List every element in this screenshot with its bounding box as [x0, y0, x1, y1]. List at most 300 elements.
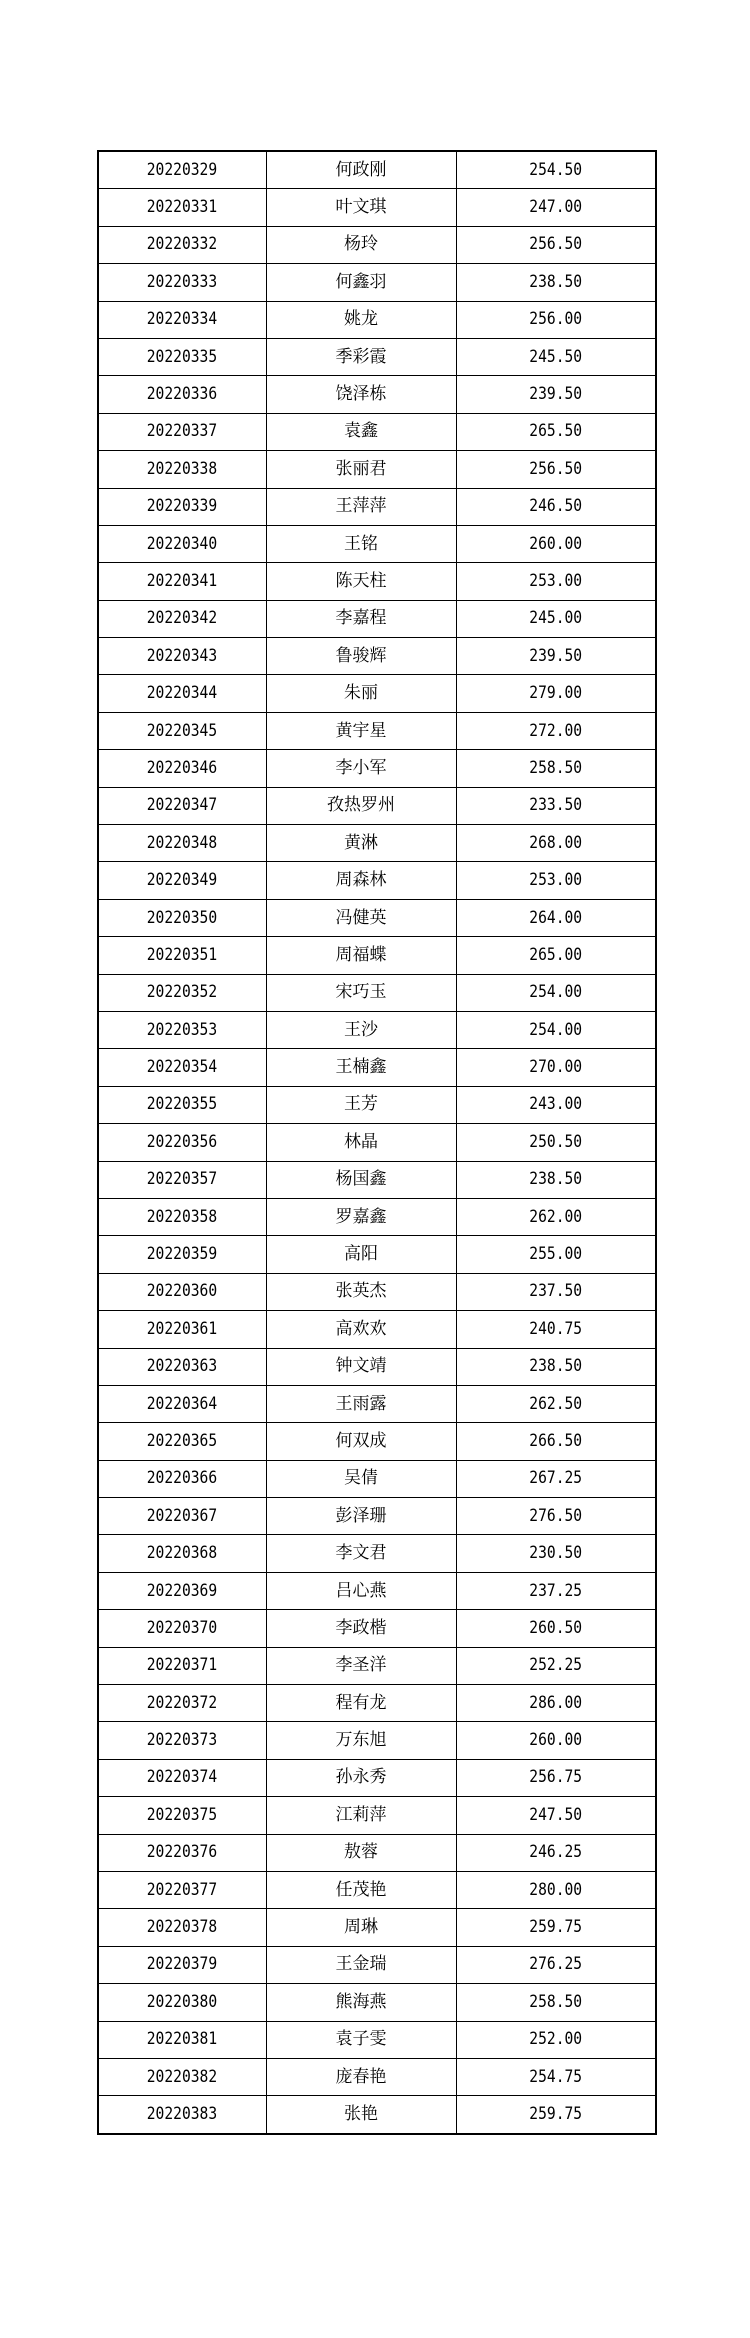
candidate-name-cell	[266, 1161, 456, 1198]
table-row	[98, 1498, 656, 1535]
candidate-id-cell	[98, 712, 266, 749]
score-cell-text: 270.00	[529, 1057, 583, 1078]
candidate-id-cell	[98, 1198, 266, 1235]
candidate-name-cell	[266, 1311, 456, 1348]
candidate-name-cell-text: 林晶	[344, 1131, 378, 1152]
table-row	[98, 787, 656, 824]
table-row	[98, 264, 656, 301]
candidate-name-cell-text: 王沙	[344, 1019, 378, 1040]
candidate-name-cell	[266, 151, 456, 189]
score-cell-text: 237.50	[529, 1281, 583, 1302]
candidate-name-cell-text: 彭泽珊	[335, 1505, 387, 1526]
candidate-id-cell-text: 20220346	[147, 757, 218, 778]
candidate-id-cell	[98, 600, 266, 637]
table-row	[98, 1984, 656, 2021]
score-cell-text: 238.50	[529, 1169, 583, 1190]
candidate-id-cell-text: 20220345	[147, 720, 218, 741]
score-cell	[456, 1946, 656, 1983]
score-cell	[456, 1198, 656, 1235]
candidate-name-cell	[266, 525, 456, 562]
score-cell-text: 265.00	[529, 944, 583, 965]
candidate-id-cell	[98, 488, 266, 525]
candidate-id-cell	[98, 1423, 266, 1460]
candidate-name-cell	[266, 1198, 456, 1235]
score-cell-text: 253.00	[529, 870, 583, 891]
table-row	[98, 1759, 656, 1796]
score-cell-text: 254.00	[529, 1019, 583, 1040]
candidate-id-cell-text: 20220359	[147, 1244, 218, 1265]
candidate-id-cell-text: 20220343	[147, 645, 218, 666]
candidate-name-cell-text: 周福蝶	[335, 944, 387, 965]
candidate-id-cell-text: 20220358	[147, 1206, 218, 1227]
score-cell	[456, 862, 656, 899]
candidate-name-cell	[266, 712, 456, 749]
table-row	[98, 825, 656, 862]
candidate-name-cell	[266, 2096, 456, 2134]
candidate-name-cell	[266, 1984, 456, 2021]
candidate-name-cell-text: 高欢欢	[335, 1318, 387, 1339]
score-cell	[456, 189, 656, 226]
candidate-id-cell	[98, 1647, 266, 1684]
score-cell	[456, 1909, 656, 1946]
candidate-name-cell	[266, 750, 456, 787]
score-cell	[456, 638, 656, 675]
candidate-id-cell-text: 20220382	[147, 2066, 218, 2087]
candidate-name-cell	[266, 1498, 456, 1535]
score-cell-text: 237.25	[529, 1580, 583, 1601]
score-table-body	[98, 151, 656, 2134]
candidate-id-cell	[98, 1797, 266, 1834]
score-cell	[456, 1236, 656, 1273]
score-cell	[456, 1498, 656, 1535]
score-cell	[456, 1086, 656, 1123]
table-row	[98, 2058, 656, 2095]
table-row	[98, 301, 656, 338]
table-row	[98, 413, 656, 450]
table-row	[98, 1834, 656, 1871]
candidate-id-cell-text: 20220364	[147, 1393, 218, 1414]
candidate-id-cell	[98, 1236, 266, 1273]
candidate-id-cell	[98, 2058, 266, 2095]
candidate-id-cell-text: 20220339	[147, 496, 218, 517]
candidate-name-cell	[266, 1011, 456, 1048]
candidate-name-cell	[266, 189, 456, 226]
score-cell-text: 262.00	[529, 1206, 583, 1227]
score-cell-text: 233.50	[529, 795, 583, 816]
table-row	[98, 1124, 656, 1161]
score-cell	[456, 750, 656, 787]
candidate-id-cell	[98, 1086, 266, 1123]
candidate-id-cell-text: 20220366	[147, 1468, 218, 1489]
candidate-name-cell-text: 周琳	[344, 1917, 378, 1938]
candidate-id-cell-text: 20220329	[147, 159, 218, 180]
table-row	[98, 1909, 656, 1946]
score-cell-text: 245.50	[529, 346, 583, 367]
candidate-id-cell-text: 20220356	[147, 1131, 218, 1152]
score-cell-text: 266.50	[529, 1430, 583, 1451]
candidate-name-cell-text: 李文君	[335, 1543, 387, 1564]
score-cell-text: 256.75	[529, 1767, 583, 1788]
score-cell	[456, 974, 656, 1011]
table-row	[98, 1198, 656, 1235]
candidate-name-cell-text: 任茂艳	[335, 1879, 387, 1900]
score-cell	[456, 2096, 656, 2134]
score-cell-text: 268.00	[529, 832, 583, 853]
candidate-id-cell	[98, 1498, 266, 1535]
score-cell	[456, 563, 656, 600]
score-cell-text: 286.00	[529, 1692, 583, 1713]
score-cell-text: 239.50	[529, 645, 583, 666]
candidate-name-cell-text: 吕心燕	[335, 1580, 387, 1601]
candidate-id-cell-text: 20220351	[147, 944, 218, 965]
table-row	[98, 600, 656, 637]
candidate-name-cell	[266, 413, 456, 450]
score-cell	[456, 1610, 656, 1647]
candidate-name-cell	[266, 1236, 456, 1273]
candidate-id-cell-text: 20220375	[147, 1804, 218, 1825]
candidate-name-cell-text: 钟文靖	[335, 1356, 387, 1377]
candidate-name-cell-text: 杨玲	[344, 234, 378, 255]
score-cell-text: 246.25	[529, 1842, 583, 1863]
score-cell-text: 280.00	[529, 1879, 583, 1900]
candidate-name-cell-text: 杨国鑫	[335, 1169, 387, 1190]
candidate-name-cell	[266, 675, 456, 712]
candidate-id-cell	[98, 301, 266, 338]
candidate-id-cell	[98, 1273, 266, 1310]
score-cell	[456, 376, 656, 413]
table-row	[98, 338, 656, 375]
score-cell-text: 267.25	[529, 1468, 583, 1489]
score-cell-text: 240.75	[529, 1318, 583, 1339]
score-cell-text: 259.75	[529, 2104, 583, 2124]
candidate-id-cell	[98, 2021, 266, 2058]
score-cell-text: 245.00	[529, 608, 583, 629]
candidate-id-cell	[98, 1834, 266, 1871]
candidate-id-cell	[98, 1685, 266, 1722]
candidate-name-cell-text: 黄宇星	[335, 720, 387, 741]
candidate-id-cell	[98, 338, 266, 375]
candidate-name-cell-text: 李嘉程	[335, 608, 387, 629]
candidate-id-cell	[98, 675, 266, 712]
score-cell	[456, 825, 656, 862]
candidate-id-cell	[98, 899, 266, 936]
candidate-id-cell	[98, 1572, 266, 1609]
candidate-name-cell	[266, 2021, 456, 2058]
score-cell	[456, 1647, 656, 1684]
table-row	[98, 1385, 656, 1422]
score-cell	[456, 1273, 656, 1310]
candidate-id-cell-text: 20220336	[147, 384, 218, 405]
score-table	[97, 150, 657, 2135]
candidate-name-cell	[266, 226, 456, 263]
score-cell	[456, 1722, 656, 1759]
candidate-name-cell	[266, 1348, 456, 1385]
candidate-name-cell-text: 黄淋	[344, 832, 378, 853]
candidate-name-cell	[266, 488, 456, 525]
score-cell-text: 264.00	[529, 907, 583, 928]
candidate-name-cell	[266, 376, 456, 413]
score-cell	[456, 1049, 656, 1086]
score-cell-text: 276.50	[529, 1505, 583, 1526]
candidate-name-cell-text: 王萍萍	[335, 496, 387, 517]
score-cell	[456, 413, 656, 450]
candidate-name-cell	[266, 974, 456, 1011]
candidate-id-cell-text: 20220353	[147, 1019, 218, 1040]
candidate-name-cell	[266, 301, 456, 338]
candidate-name-cell	[266, 1423, 456, 1460]
candidate-id-cell	[98, 451, 266, 488]
candidate-name-cell-text: 万东旭	[335, 1730, 387, 1751]
score-cell	[456, 600, 656, 637]
table-row	[98, 974, 656, 1011]
candidate-id-cell-text: 20220348	[147, 832, 218, 853]
candidate-id-cell-text: 20220383	[147, 2104, 218, 2124]
table-row	[98, 2096, 656, 2134]
score-cell-text: 256.00	[529, 309, 583, 330]
score-cell	[456, 675, 656, 712]
table-row	[98, 1610, 656, 1647]
score-cell-text: 238.50	[529, 271, 583, 292]
candidate-name-cell	[266, 1647, 456, 1684]
candidate-id-cell-text: 20220371	[147, 1655, 218, 1676]
score-cell	[456, 301, 656, 338]
table-row	[98, 1236, 656, 1273]
candidate-name-cell	[266, 1946, 456, 1983]
candidate-name-cell-text: 张丽君	[335, 458, 387, 479]
score-cell	[456, 1124, 656, 1161]
score-cell-text: 260.50	[529, 1617, 583, 1638]
score-cell	[456, 1797, 656, 1834]
score-cell-text: 279.00	[529, 683, 583, 704]
score-cell-text: 239.50	[529, 384, 583, 405]
table-row	[98, 1535, 656, 1572]
score-cell-text: 258.50	[529, 1991, 583, 2012]
candidate-id-cell-text: 20220354	[147, 1057, 218, 1078]
candidate-id-cell-text: 20220360	[147, 1281, 218, 1302]
table-row	[98, 675, 656, 712]
table-row	[98, 376, 656, 413]
candidate-name-cell	[266, 937, 456, 974]
score-cell	[456, 787, 656, 824]
table-row	[98, 1722, 656, 1759]
score-cell-text: 247.00	[529, 197, 583, 218]
candidate-id-cell-text: 20220340	[147, 533, 218, 554]
score-cell	[456, 1535, 656, 1572]
candidate-id-cell-text: 20220341	[147, 570, 218, 591]
candidate-name-cell	[266, 1685, 456, 1722]
candidate-name-cell-text: 袁子雯	[335, 2029, 387, 2050]
score-cell	[456, 1311, 656, 1348]
candidate-id-cell-text: 20220352	[147, 982, 218, 1003]
candidate-id-cell-text: 20220350	[147, 907, 218, 928]
score-cell-text: 254.00	[529, 982, 583, 1003]
candidate-name-cell-text: 王芳	[344, 1094, 378, 1115]
candidate-id-cell	[98, 1984, 266, 2021]
score-cell	[456, 338, 656, 375]
score-cell	[456, 525, 656, 562]
table-row	[98, 2021, 656, 2058]
candidate-id-cell-text: 20220357	[147, 1169, 218, 1190]
table-row	[98, 1572, 656, 1609]
score-cell	[456, 151, 656, 189]
candidate-id-cell	[98, 1161, 266, 1198]
candidate-name-cell-text: 何政刚	[335, 159, 387, 180]
candidate-name-cell	[266, 1273, 456, 1310]
candidate-id-cell-text: 20220342	[147, 608, 218, 629]
table-row	[98, 1946, 656, 1983]
score-cell-text: 253.00	[529, 570, 583, 591]
score-cell	[456, 1385, 656, 1422]
candidate-name-cell-text: 冯健英	[335, 907, 387, 928]
score-cell	[456, 1834, 656, 1871]
score-cell	[456, 2021, 656, 2058]
candidate-id-cell-text: 20220332	[147, 234, 218, 255]
candidate-id-cell	[98, 1011, 266, 1048]
score-cell-text: 254.50	[529, 159, 583, 180]
candidate-id-cell	[98, 413, 266, 450]
score-cell	[456, 264, 656, 301]
candidate-id-cell	[98, 525, 266, 562]
candidate-id-cell-text: 20220376	[147, 1842, 218, 1863]
table-row	[98, 862, 656, 899]
score-cell	[456, 488, 656, 525]
table-row	[98, 1049, 656, 1086]
score-cell-text: 256.50	[529, 458, 583, 479]
table-row	[98, 1797, 656, 1834]
score-cell-text: 272.00	[529, 720, 583, 741]
candidate-id-cell-text: 20220335	[147, 346, 218, 367]
candidate-name-cell	[266, 1460, 456, 1497]
candidate-name-cell	[266, 563, 456, 600]
score-cell	[456, 226, 656, 263]
candidate-name-cell-text: 罗嘉鑫	[335, 1206, 387, 1227]
candidate-name-cell	[266, 2058, 456, 2095]
candidate-id-cell	[98, 1871, 266, 1908]
candidate-id-cell-text: 20220381	[147, 2029, 218, 2050]
table-row	[98, 1871, 656, 1908]
score-cell	[456, 1871, 656, 1908]
candidate-name-cell	[266, 1834, 456, 1871]
score-cell	[456, 899, 656, 936]
score-cell	[456, 1348, 656, 1385]
candidate-name-cell	[266, 1572, 456, 1609]
candidate-name-cell-text: 庞春艳	[335, 2066, 387, 2087]
candidate-id-cell-text: 20220378	[147, 1917, 218, 1938]
score-cell-text: 254.75	[529, 2066, 583, 2087]
table-row	[98, 189, 656, 226]
score-cell	[456, 937, 656, 974]
candidate-id-cell	[98, 189, 266, 226]
candidate-id-cell-text: 20220331	[147, 197, 218, 218]
table-row	[98, 1348, 656, 1385]
table-row	[98, 1647, 656, 1684]
candidate-id-cell-text: 20220361	[147, 1318, 218, 1339]
candidate-name-cell	[266, 1049, 456, 1086]
table-row	[98, 1161, 656, 1198]
score-cell	[456, 2058, 656, 2095]
table-row	[98, 1423, 656, 1460]
score-cell-text: 262.50	[529, 1393, 583, 1414]
candidate-name-cell-text: 张英杰	[335, 1281, 387, 1302]
score-cell	[456, 1572, 656, 1609]
candidate-name-cell	[266, 338, 456, 375]
score-cell-text: 250.50	[529, 1131, 583, 1152]
candidate-name-cell-text: 饶泽栋	[335, 384, 387, 405]
score-cell-text: 238.50	[529, 1356, 583, 1377]
score-cell-text: 260.00	[529, 533, 583, 554]
candidate-id-cell-text: 20220380	[147, 1991, 218, 2012]
candidate-name-cell	[266, 1909, 456, 1946]
candidate-name-cell-text: 张艳	[344, 2104, 378, 2124]
candidate-id-cell-text: 20220349	[147, 870, 218, 891]
candidate-name-cell-text: 王金瑞	[335, 1954, 387, 1975]
score-cell-text: 230.50	[529, 1543, 583, 1564]
score-cell	[456, 1423, 656, 1460]
candidate-name-cell-text: 敖蓉	[344, 1842, 378, 1863]
table-row	[98, 451, 656, 488]
score-cell-text: 259.75	[529, 1917, 583, 1938]
candidate-name-cell	[266, 1759, 456, 1796]
candidate-id-cell	[98, 1722, 266, 1759]
candidate-id-cell	[98, 1610, 266, 1647]
table-row	[98, 1011, 656, 1048]
candidate-name-cell	[266, 1722, 456, 1759]
score-cell	[456, 1984, 656, 2021]
candidate-id-cell-text: 20220347	[147, 795, 218, 816]
candidate-id-cell	[98, 226, 266, 263]
candidate-id-cell-text: 20220355	[147, 1094, 218, 1115]
candidate-name-cell-text: 李圣洋	[335, 1655, 387, 1676]
candidate-id-cell	[98, 151, 266, 189]
table-row	[98, 937, 656, 974]
candidate-id-cell	[98, 1348, 266, 1385]
candidate-name-cell-text: 何鑫羽	[335, 271, 387, 292]
candidate-name-cell	[266, 1086, 456, 1123]
score-cell-text: 243.00	[529, 1094, 583, 1115]
score-cell	[456, 712, 656, 749]
candidate-id-cell-text: 20220373	[147, 1730, 218, 1751]
score-cell-text: 246.50	[529, 496, 583, 517]
candidate-name-cell-text: 鲁骏辉	[335, 645, 387, 666]
candidate-name-cell	[266, 1871, 456, 1908]
candidate-id-cell-text: 20220334	[147, 309, 218, 330]
candidate-id-cell	[98, 264, 266, 301]
score-cell-text: 265.50	[529, 421, 583, 442]
candidate-name-cell-text: 孜热罗州	[327, 795, 395, 816]
candidate-name-cell	[266, 1535, 456, 1572]
candidate-name-cell-text: 姚龙	[344, 309, 378, 330]
candidate-id-cell	[98, 974, 266, 1011]
candidate-name-cell-text: 何双成	[335, 1430, 387, 1451]
table-row	[98, 1273, 656, 1310]
candidate-name-cell-text: 王楠鑫	[335, 1057, 387, 1078]
candidate-id-cell-text: 20220370	[147, 1617, 218, 1638]
table-row	[98, 226, 656, 263]
table-row	[98, 1460, 656, 1497]
score-cell-text: 276.25	[529, 1954, 583, 1975]
table-row	[98, 525, 656, 562]
score-cell	[456, 1685, 656, 1722]
candidate-name-cell	[266, 899, 456, 936]
candidate-id-cell-text: 20220368	[147, 1543, 218, 1564]
score-cell	[456, 1011, 656, 1048]
candidate-name-cell-text: 袁鑫	[344, 421, 378, 442]
score-cell-text: 252.25	[529, 1655, 583, 1676]
candidate-id-cell	[98, 638, 266, 675]
score-cell-text: 247.50	[529, 1804, 583, 1825]
candidate-name-cell-text: 李小军	[335, 757, 387, 778]
candidate-id-cell-text: 20220379	[147, 1954, 218, 1975]
